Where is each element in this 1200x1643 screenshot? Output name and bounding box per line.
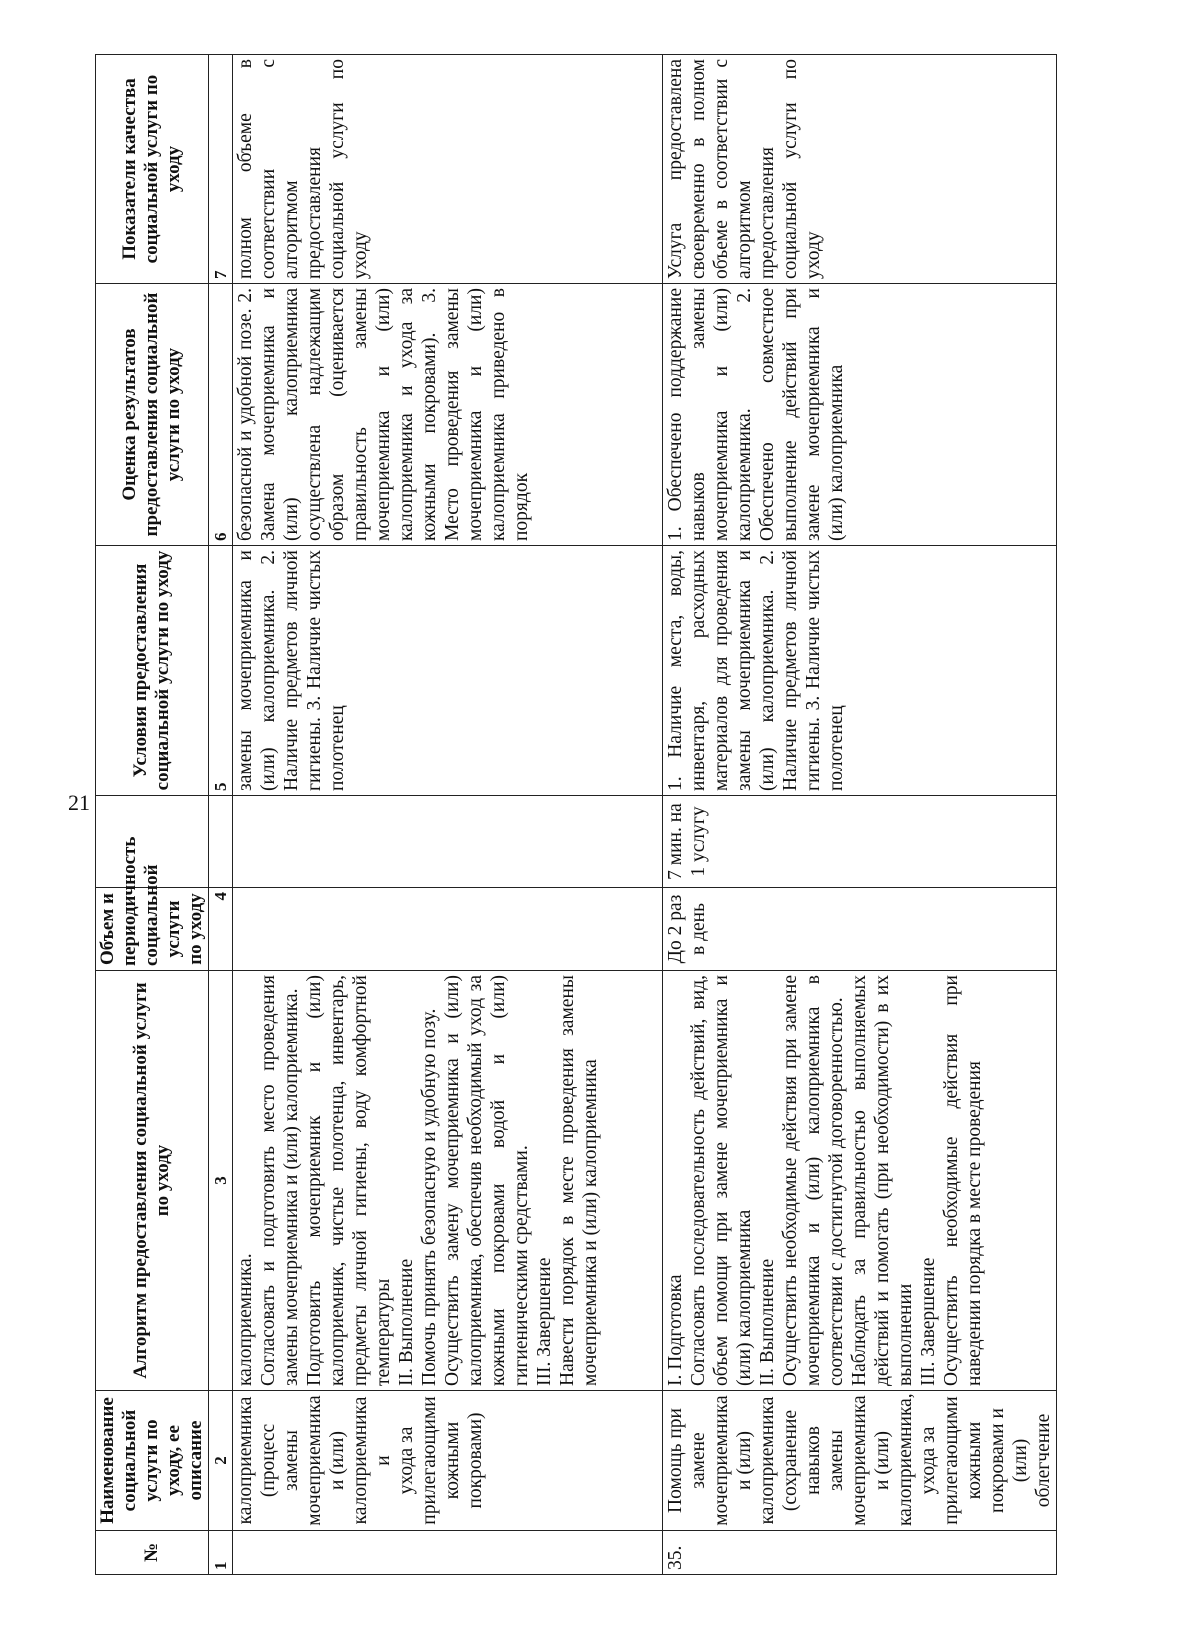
service-name bbox=[663, 1391, 1057, 1531]
service-name-line: навыков замены bbox=[803, 1426, 847, 1495]
algorithm-step: Осуществить необходимые действия при замене мочеприемника и (или) калоприемника в соответствии с достигнутой договоренностью. bbox=[780, 975, 847, 1386]
conditions-cell: замены мочеприемника и (или) калоприемника. 2. Наличие предметов личной гигиены. 3. Наличие чистых полотенец bbox=[233, 546, 663, 796]
service-name-line: калоприемника bbox=[235, 1396, 256, 1525]
service-name-line: (сохранение bbox=[780, 1409, 801, 1512]
column-number: 1 bbox=[209, 1531, 233, 1575]
service-name-line: кожными bbox=[442, 1421, 463, 1500]
algorithm-step: Подготовить мочеприемник и (или) калоприемник, чистые полотенца, инвентарь, предметы личной гигиены, воду комфортной температуры bbox=[304, 975, 394, 1386]
header-service-name: Наименование социальной услуги по уходу, ее описание bbox=[96, 1391, 209, 1531]
service-name-line: Помощь при bbox=[665, 1408, 686, 1513]
service-name-line: кожными bbox=[964, 1421, 985, 1500]
service-name-line: и (или) bbox=[872, 1431, 893, 1490]
algorithm-step: Наблюдать за правильностью выполняемых действий и помогать (при необходимости) в их выполнении bbox=[849, 975, 916, 1386]
algorithm-step: III. Завершение bbox=[534, 1257, 555, 1386]
header-frequency: Объем и периодичность социальной услуги по уходу bbox=[96, 888, 209, 971]
service-name-line: (процесс замены bbox=[258, 1423, 302, 1498]
algorithm-step: Осуществить необходимые действия при наведении порядка в месте проведения bbox=[941, 975, 985, 1386]
quality-cell: Услуга предоставлена своевременно в полном объеме в соответствии с алгоритмом предоставления социальной услуги по уходу bbox=[663, 55, 1057, 284]
service-name-line: ухода за bbox=[396, 1426, 417, 1495]
service-name-line: калоприемника bbox=[757, 1396, 778, 1525]
algorithm-cell bbox=[663, 971, 1057, 1391]
volume-cell: 7 мин. на 1 услугу bbox=[663, 796, 1057, 888]
algorithm-step: Согласовать последовательность действий, вид, объем помощи при замене мочеприемника и (или) калоприемника bbox=[688, 975, 755, 1386]
column-number: 5 bbox=[209, 546, 233, 796]
header-evaluation: Оценка результатов предоставления социальной услуги по уходу bbox=[96, 284, 209, 546]
frequency-cell bbox=[233, 888, 663, 971]
table-row-continued bbox=[233, 55, 663, 1575]
evaluation-cell: 1. Обеспечено поддержание навыков замены мочеприемника и (или) калоприемника. 2. Обеспечено совместное выполнение действий при замене мочеприемника и (или) калоприемника bbox=[663, 284, 1057, 546]
service-name-line: мочеприемника bbox=[304, 1395, 325, 1526]
algorithm-step: II. Выполнение bbox=[396, 1258, 417, 1386]
algorithm-cell bbox=[233, 971, 663, 1391]
column-number: 4 bbox=[209, 888, 233, 971]
volume-cell bbox=[233, 796, 663, 888]
column-number: 3 bbox=[209, 971, 233, 1391]
services-table-sheet bbox=[95, 55, 1115, 1575]
conditions-cell: 1. Наличие места, воды, инвентаря, расходных материалов для проведения замены мочеприемника и (или) калоприемника. 2. Наличие предметов личной гигиены. 3. Наличие чистых полотенец bbox=[663, 546, 1057, 796]
header-conditions: Условия предоставления социальной услуги по уходу bbox=[96, 546, 209, 796]
algorithm-step: III. Завершение bbox=[918, 1257, 939, 1386]
header-row bbox=[96, 55, 209, 1575]
service-name-line: замене bbox=[688, 1432, 709, 1489]
row-number: 35. bbox=[663, 1531, 1057, 1575]
evaluation-cell: безопасной и удобной позе. 2. Замена мочеприемника и (или) калоприемника осуществлена надлежащим образом (оценивается правильность замены мочеприемника и (или) калоприемника и ухода за кожными покровами). 3. Место проведения замены мочеприемника и (или) калоприемника приведено в порядок bbox=[233, 284, 663, 546]
service-name-line: ухода за bbox=[918, 1426, 939, 1495]
service-name-line: мочеприемника bbox=[849, 1395, 870, 1526]
service-name-line: покровами и bbox=[987, 1408, 1008, 1513]
algorithm-step: Осуществить замену мочеприемника и (или) калоприемника, обеспечив необходимый уход за кожными покровами водой и (или) гигиеническими средствами. bbox=[442, 975, 532, 1386]
header-quality: Показатели качества социальной услуги по уходу bbox=[96, 55, 209, 284]
algorithm-step: I. Подготовка bbox=[665, 1274, 686, 1386]
algorithm-step: II. Выполнение bbox=[757, 1258, 778, 1386]
algorithm-step: Согласовать и подготовить место проведения замены мочеприемника и (или) калоприемника. bbox=[258, 975, 302, 1386]
service-name-line: и (или) bbox=[327, 1431, 348, 1490]
service-name bbox=[233, 1391, 663, 1531]
column-number bbox=[209, 796, 233, 888]
column-number-row bbox=[209, 55, 233, 1575]
quality-cell: полном объеме в соответствии с алгоритмом предоставления социальной услуги по уходу bbox=[233, 55, 663, 284]
service-name-line: калоприемника, bbox=[895, 1393, 916, 1526]
service-name-line: покровами) bbox=[465, 1412, 486, 1509]
algorithm-step: калоприемника. bbox=[235, 1253, 256, 1386]
header-number: № bbox=[96, 1531, 209, 1575]
algorithm-step: Навести порядок в месте проведения замены мочеприемника и (или) калоприемника bbox=[557, 975, 601, 1386]
row-number bbox=[233, 1531, 663, 1575]
service-name-line: прилегающими bbox=[419, 1396, 440, 1525]
header-algorithm: Алгоритм предоставления социальной услуги по уходу bbox=[96, 971, 209, 1391]
algorithm-step: Помочь принять безопасную и удобную позу. bbox=[419, 1008, 440, 1386]
column-number: 7 bbox=[209, 55, 233, 284]
page-number: 21 bbox=[68, 790, 90, 815]
column-number: 6 bbox=[209, 284, 233, 546]
service-name-line: (или) облегчение bbox=[1010, 1413, 1054, 1508]
service-name-line: и (или) bbox=[734, 1431, 755, 1490]
frequency-cell: До 2 раз в день bbox=[663, 888, 1057, 971]
service-name-line: калоприемника и bbox=[350, 1396, 394, 1525]
service-name-line: мочеприемника bbox=[711, 1395, 732, 1526]
social-services-table bbox=[95, 54, 1057, 1575]
service-name-line: прилегающими bbox=[941, 1396, 962, 1525]
table-row-35 bbox=[663, 55, 1057, 1575]
column-number: 2 bbox=[209, 1391, 233, 1531]
